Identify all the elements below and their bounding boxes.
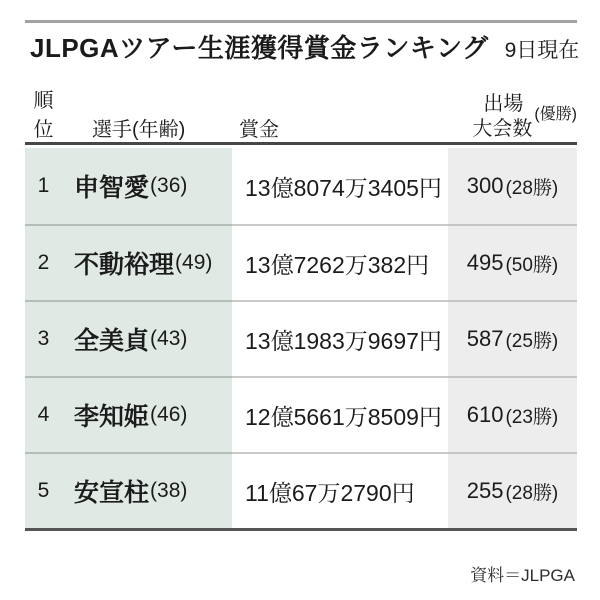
player-age: (46): [150, 403, 188, 426]
player-cell: [62, 224, 232, 300]
rank-cell: 3: [25, 300, 62, 376]
player-name: 不動裕理: [74, 251, 175, 279]
prize-cell: 13億7262万382円: [232, 224, 448, 300]
wins-count: (25勝): [505, 330, 559, 352]
events-cell: [448, 300, 577, 376]
top-divider: [25, 20, 577, 23]
column-header-prize: 賞金: [239, 119, 279, 141]
events-count: 610: [466, 402, 504, 427]
events-cell: [448, 376, 577, 452]
source-credit: 資料＝JLPGA: [470, 566, 575, 585]
wins-count: (23勝): [505, 406, 559, 428]
events-count: 255: [466, 478, 504, 503]
rank-cell: 4: [25, 376, 62, 452]
wins-count: (28勝): [505, 177, 559, 199]
player-name: 申智愛: [74, 174, 150, 202]
events-count: 495: [466, 250, 504, 275]
table-bottom-border: [25, 528, 577, 531]
column-header-wins: (優勝): [534, 106, 577, 123]
ranking-table: [25, 84, 577, 531]
rank-cell: 5: [25, 452, 62, 528]
player-name: 安宣柱: [74, 479, 150, 507]
player-name: 李知姫: [74, 403, 150, 431]
rank-cell: 1: [25, 148, 62, 224]
table-row: [25, 300, 577, 376]
wins-count: (50勝): [505, 254, 559, 276]
table-row: [25, 376, 577, 452]
prize-cell: 13億8074万3405円: [232, 148, 448, 224]
events-cell: [448, 148, 577, 224]
as-of-date: 9日現在: [504, 39, 580, 62]
column-header-player: 選手(年齢): [92, 119, 186, 141]
header-underline: [25, 142, 577, 145]
title-row: [30, 28, 579, 65]
rank-cell: 2: [25, 224, 62, 300]
column-header-events-label: [472, 92, 532, 142]
player-cell: [62, 148, 232, 224]
player-cell: [62, 376, 232, 452]
prize-cell: 13億1983万9697円: [232, 300, 448, 376]
player-age: (36): [150, 174, 188, 197]
table-row: [25, 452, 577, 528]
prize-cell: 11億67万2790円: [232, 452, 448, 528]
events-cell: [448, 452, 577, 528]
column-header-rank: 順位: [33, 90, 54, 141]
player-cell: [62, 300, 232, 376]
table-row: [25, 148, 577, 224]
table-row: [25, 224, 577, 300]
column-header-events-line2: 大会数: [472, 118, 533, 140]
page-title: JLPGAツアー生涯獲得賞金ランキング: [30, 33, 489, 63]
table-body: [25, 148, 577, 528]
prize-cell: 12億5661万8509円: [232, 376, 448, 452]
player-age: (49): [175, 251, 213, 274]
wins-count: (28勝): [505, 482, 559, 504]
events-count: 587: [466, 326, 504, 351]
player-age: (38): [150, 479, 188, 502]
player-name: 全美貞: [74, 327, 150, 355]
player-age: (43): [150, 327, 188, 350]
column-header-events: [448, 92, 577, 142]
column-header-events-line1: 出場: [483, 93, 524, 115]
player-cell: [62, 452, 232, 528]
events-count: 300: [466, 173, 504, 198]
table-header-row: [25, 84, 577, 142]
events-cell: [448, 224, 577, 300]
